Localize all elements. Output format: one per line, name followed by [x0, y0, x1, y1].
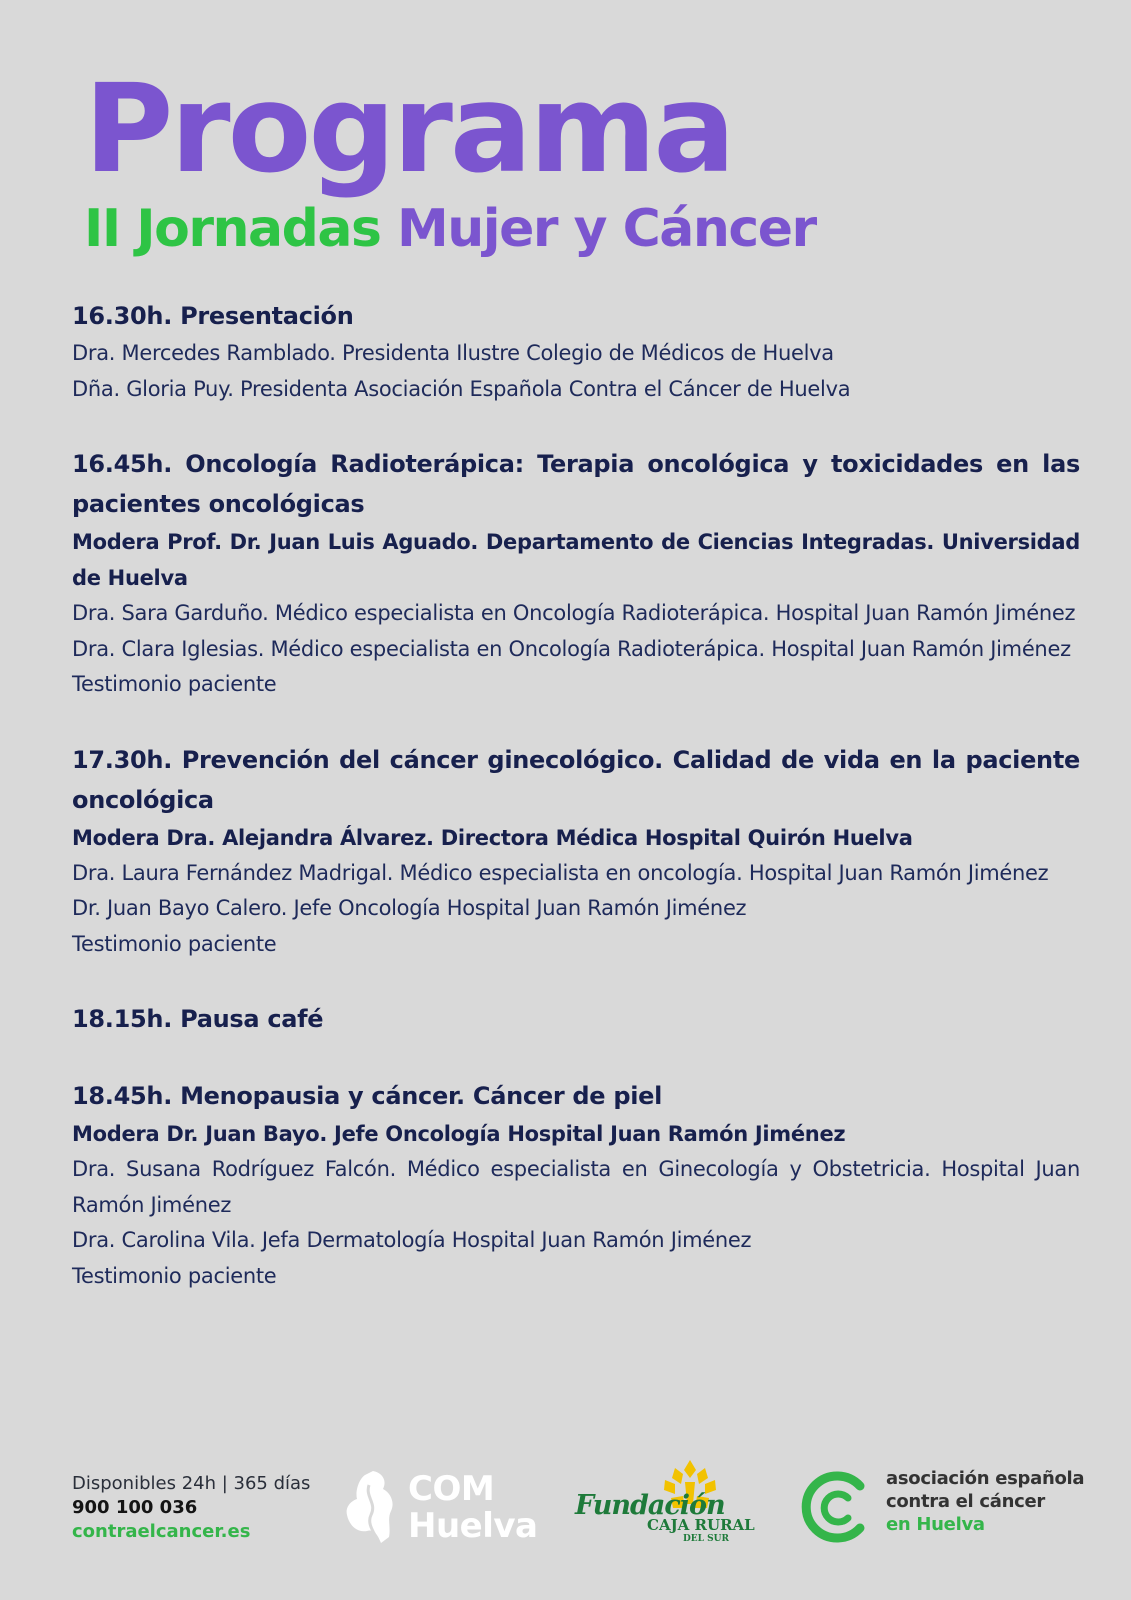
com-logo-line1: COM [408, 1469, 495, 1509]
session-moderator: Modera Dra. Alejandra Álvarez. Directora Médica Hospital Quirón Huelva [72, 825, 913, 850]
session-speaker: Dra. Clara Iglesias. Médico especialista en Oncología Radioterápica. Hospital Juan Ramón Jiménez [72, 636, 1071, 661]
session-title: 18.45h. Menopausia y cáncer. Cáncer de piel [72, 1082, 663, 1110]
com-logo-line2: Huelva [408, 1506, 538, 1546]
session-title: 17.30h. Prevención del cáncer ginecológico. Calidad de vida en la paciente oncológica [72, 745, 1080, 814]
session-title: 16.30h. Presentación [72, 302, 354, 330]
program-list [72, 296, 1080, 1331]
fcr-name-text: CAJA RURAL [647, 1516, 755, 1534]
page-subtitle [84, 201, 816, 258]
aecc-line3: en Huelva [886, 1514, 985, 1535]
session-speaker: Testimonio paciente [72, 931, 277, 956]
session-speaker: Dr. Juan Bayo Calero. Jefe Oncología Hospital Juan Ramón Jiménez [72, 896, 747, 920]
website-link[interactable]: contraelcancer.es [72, 1521, 251, 1542]
program-session [72, 999, 1080, 1039]
session-speaker: Dra. Mercedes Ramblado. Presidenta Ilustre Colegio de Médicos de Huelva [72, 341, 834, 365]
aecc-line1: asociación española [886, 1468, 1085, 1489]
page-title: Programa [84, 58, 733, 200]
aecc-line2: contra el cáncer [886, 1491, 1045, 1512]
fcr-script-text: Fundación [575, 1490, 725, 1521]
availability-text: Disponibles 24h | 365 días [72, 1473, 311, 1494]
aecc-emblem-icon [798, 1468, 874, 1548]
subtitle-part-2: Mujer y Cáncer [397, 199, 816, 259]
session-moderator: Modera Dr. Juan Bayo. Jefe Oncología Hospital Juan Ramón Jiménez [72, 1122, 846, 1146]
session-speaker: Dña. Gloria Puy. Presidenta Asociación Española Contra el Cáncer de Huelva [72, 376, 851, 401]
phone-number: 900 100 036 [72, 1497, 198, 1518]
com-huelva-logo [343, 1467, 543, 1553]
program-session [72, 444, 1080, 703]
session-speaker: Dra. Sara Garduño. Médico especialista en Oncología Radioterápica. Hospital Juan Ramón Jiménez [72, 601, 1076, 625]
program-session [72, 740, 1080, 963]
com-staff-icon [343, 1467, 403, 1545]
session-title: 18.15h. Pausa café [72, 1005, 324, 1033]
session-title: 16.45h. Oncología Radioterápica: Terapia oncológica y toxicidades en las pacientes oncológicas [72, 450, 1080, 518]
session-speaker: Testimonio paciente [72, 1263, 277, 1288]
session-speaker: Dra. Carolina Vila. Jefa Dermatología Hospital Juan Ramón Jiménez [72, 1228, 752, 1252]
session-speaker: Dra. Susana Rodríguez Falcón. Médico especialista en Ginecología y Obstetricia. Hospital Juan Ramón Jiménez [72, 1157, 1080, 1217]
session-speaker: Dra. Laura Fernández Madrigal. Médico especialista en oncología. Hospital Juan Ramón Jiménez [72, 860, 1049, 885]
program-session [72, 296, 1080, 407]
program-session [72, 1076, 1080, 1294]
subtitle-part-1: II Jornadas [84, 199, 381, 259]
contact-info [72, 1472, 310, 1544]
aecc-logo [798, 1465, 1098, 1555]
session-moderator: Modera Prof. Dr. Juan Luis Aguado. Departamento de Ciencias Integradas. Universidad de Huelva [72, 530, 1080, 590]
footer [0, 1455, 1131, 1565]
fundacion-caja-rural-logo [575, 1460, 770, 1560]
fcr-sub-text: DEL SUR [683, 1534, 729, 1544]
session-speaker: Testimonio paciente [72, 672, 277, 696]
